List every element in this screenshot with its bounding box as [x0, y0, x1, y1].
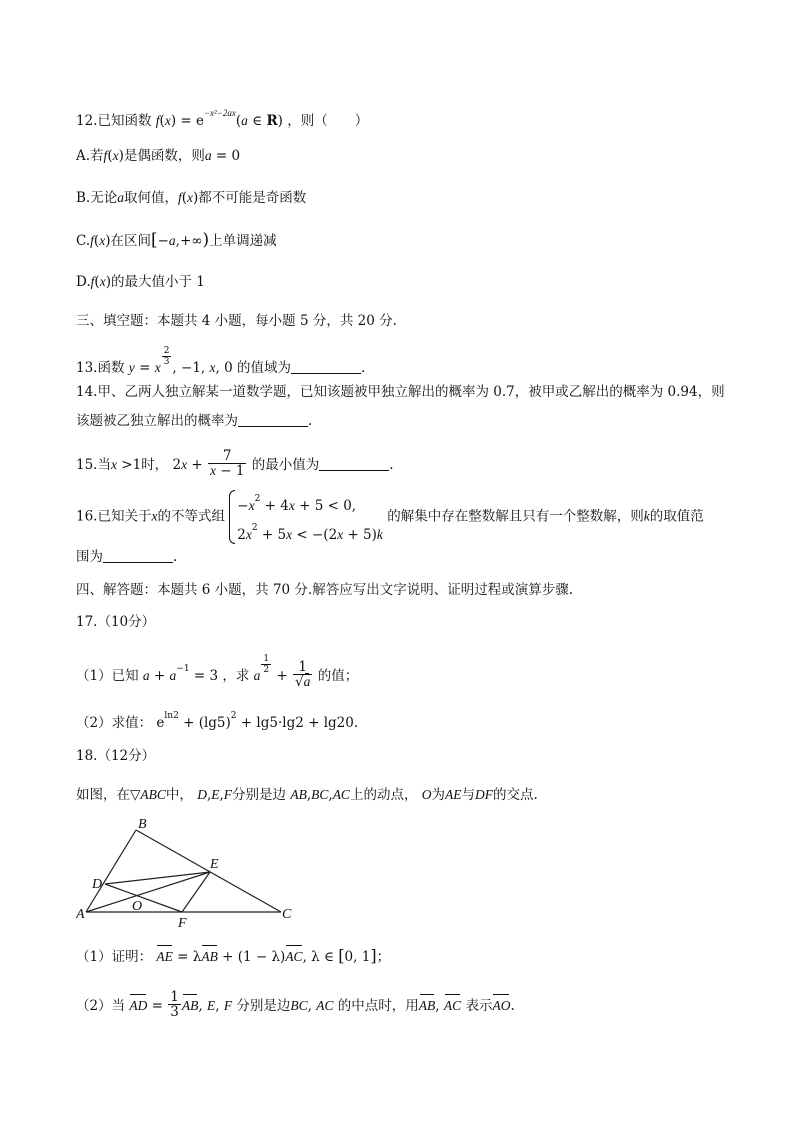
segment-df: [105, 884, 182, 912]
q12-stem-post: ，则（ ）: [287, 113, 369, 129]
q15: 15.当x >1时， 2x + $\frac{7}{x - 1}$ 的最小值为 .: [76, 448, 394, 479]
q14-answer-blank[interactable]: [238, 412, 308, 427]
section3-heading: 三、填空题：本题共 4 小题，每小题 5 分，共 20 分.: [76, 313, 397, 329]
q16-line2: 围为 .: [76, 549, 178, 565]
segment-bc: [136, 830, 281, 912]
q13: 13.函数 y = x $\frac{2}{3}$ , −1, x, 0 的值域为 .: [76, 346, 366, 376]
q18-header: 18.（12分）: [76, 748, 156, 764]
segment-ef: [182, 872, 210, 912]
q16-inequality-system: $-x^2 + 4x + 5 < 0$, $2x^2 + 5x < -(2x + 5)k$: [229, 488, 383, 546]
q17-part1: （1）已知 $a + a^{-1} = 3$ ，求 a $\frac{1}{2}$ + $\frac{1}{√a}$ 的值；: [76, 654, 359, 690]
q16: 16.已知关于x的不等式组 $-x^2 + 4x + 5 < 0$, $2x^2 + 5x < -(2x + 5)k$ 的解集中存在整数解且只有一个整数解，则k的取值范: [76, 488, 704, 546]
q12-stem-pre: 12.已知函数: [76, 113, 152, 129]
q16-answer-blank[interactable]: [103, 548, 173, 563]
q15-answer-blank[interactable]: [319, 456, 389, 471]
q17-header: 17.（10分）: [76, 614, 156, 630]
q12-formula: f: [155, 113, 160, 128]
label-d: D: [92, 877, 103, 892]
q12-option-a: A.若f(x)是偶函数，则a = 0: [76, 148, 241, 164]
segment-ae: [86, 872, 210, 912]
q12-stem: 12.已知函数 $f(x) = e^{-x^2-2ax}(a$ ∈ R) ，则（ ）: [76, 108, 369, 129]
label-o: O: [132, 899, 143, 914]
q14-line1: 14.甲、乙两人独立解某一道数学题，已知该题被甲独立解出的概率为 0.7，被甲或乙解出的概率为 0.94，则: [76, 384, 725, 400]
label-c: C: [282, 907, 292, 922]
q18-stem: 如图，在▽ABC中， D,E,F分别是边 AB,BC,AC上的动点， O为AE与DF的交点.: [76, 787, 538, 803]
label-e: E: [210, 857, 219, 872]
q18-part2: （2）当 AD = $\frac{1}{3}$ AB, E, F 分别是边BC, AC 的中点时，用AB, AC 表示AO.: [76, 989, 515, 1020]
section4-heading: 四、解答题：本题共 6 小题，共 70 分.解答应写出文字说明、证明过程或演算步骤.: [76, 582, 574, 598]
label-a: A: [76, 907, 85, 922]
q13-answer-blank[interactable]: [291, 359, 361, 374]
triangle-figure: [76, 812, 306, 930]
q18-part1: （1）证明： AE = λAB + (1 − λ)AC, λ ∈ [0, 1]；: [76, 946, 391, 965]
q12-option-c: C.f(x)在区间[−a,+∞)上单调递减: [76, 230, 277, 250]
label-f: F: [178, 916, 187, 930]
q14-line2: 该题被乙独立解出的概率为 .: [76, 413, 313, 429]
label-b: B: [138, 817, 147, 832]
q17-part2: （2）求值： $e^{ln2} + (\lg 5)^2 + \lg 5\cdot\lg 2 + \lg 20$.: [76, 711, 359, 731]
q12-option-d: D.f(x)的最大值小于 1: [76, 274, 205, 290]
q12-option-b: B.无论a取何值，f(x)都不可能是奇函数: [76, 190, 307, 206]
segment-de: [105, 872, 210, 884]
segment-ab: [86, 830, 136, 912]
